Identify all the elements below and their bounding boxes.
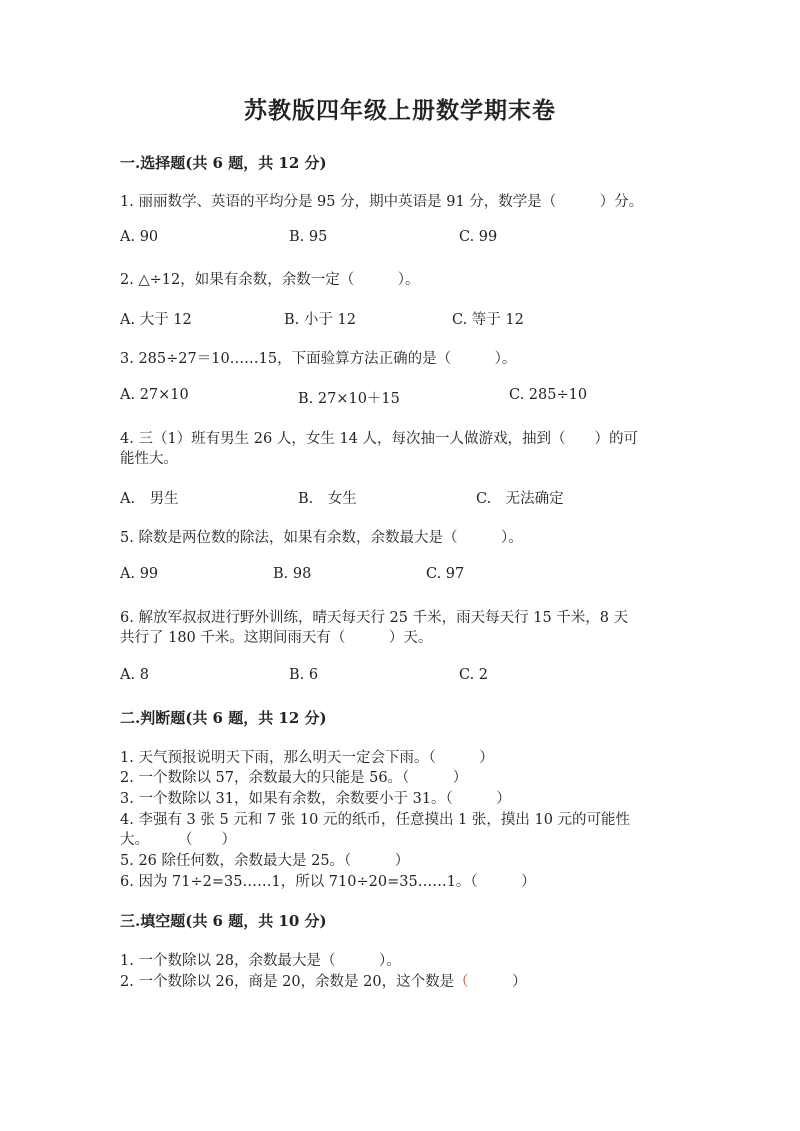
question-text: 6. 解放军叔叔进行野外训练，晴天每天行 25 千米，雨天每天行 15 千米，8 天 [120,610,629,626]
question-text: 3. 285÷27＝10……15，下面验算方法正确的是（ ）。 [120,351,517,367]
question-text: 2. △÷12，如果有余数，余数一定（ ）。 [120,272,420,288]
question-text-cont: 能性大。 [120,451,178,467]
judgment-item: 3. 一个数除以 31，如果有余数，余数要小于 31。（ ） [120,791,511,807]
option-a: A. 27×10 [120,387,189,403]
judgment-item: 5. 26 除任何数，余数最大是 25。（ ） [120,853,410,869]
fill-item-text: 2. 一个数除以 26，商是 20，余数是 20，这个数是 [120,974,455,990]
option-b: B. 6 [289,667,319,683]
option-a: A. 99 [120,566,159,582]
question-text-cont: 共行了 180 千米。这期间雨天有（ ）天。 [120,630,433,646]
option-b: B. 27×10＋15 [298,391,400,407]
fill-item: 1. 一个数除以 28，余数最大是（ ）。 [120,953,401,969]
option-c: C. 等于 12 [452,312,524,328]
judgment-item: 4. 李强有 3 张 5 元和 7 张 10 元的纸币，任意摸出 1 张，摸出 10 元的可能性 [120,812,631,828]
option-a: A. 大于 12 [120,312,192,328]
close-paren: ） [468,974,527,990]
option-c: C. 99 [459,229,498,245]
exam-title: 苏教版四年级上册数学期末卷 [244,97,556,124]
option-c: C. 285÷10 [509,387,588,403]
open-paren-red: （ [454,974,469,990]
judgment-item: 6. 因为 71÷2=35……1，所以 710÷20=35……1。（ ） [120,874,536,890]
option-c: C. 2 [459,667,489,683]
option-b: B. 98 [273,566,312,582]
judgment-item-cont: 大。 （ ） [120,832,236,848]
judgment-item: 1. 天气预报说明天下雨，那么明天一定会下雨。（ ） [120,750,494,766]
option-b: B. 女生 [298,491,357,507]
option-c: C. 无法确定 [476,491,564,507]
question-text: 5. 除数是两位数的除法，如果有余数，余数最大是（ ）。 [120,530,523,546]
option-a: A. 8 [120,667,149,683]
option-a: A. 男生 [120,491,179,507]
section-heading-fill: 三.填空题(共 6 题，共 10 分) [120,912,327,930]
option-a: A. 90 [120,229,159,245]
section-heading-judgment: 二.判断题(共 6 题，共 12 分) [120,709,327,727]
question-text: 4. 三（1）班有男生 26 人，女生 14 人，每次抽一人做游戏，抽到（ ）的可 [120,431,639,447]
option-c: C. 97 [426,566,465,582]
question-text: 1. 丽丽数学、英语的平均分是 95 分，期中英语是 91 分，数学是（ ）分。 [120,194,644,210]
fill-item [120,970,527,991]
option-b: B. 95 [289,229,328,245]
option-b: B. 小于 12 [284,312,356,328]
section-heading-choice: 一.选择题(共 6 题，共 12 分) [120,154,327,172]
judgment-item: 2. 一个数除以 57，余数最大的只能是 56。（ ） [120,770,468,786]
